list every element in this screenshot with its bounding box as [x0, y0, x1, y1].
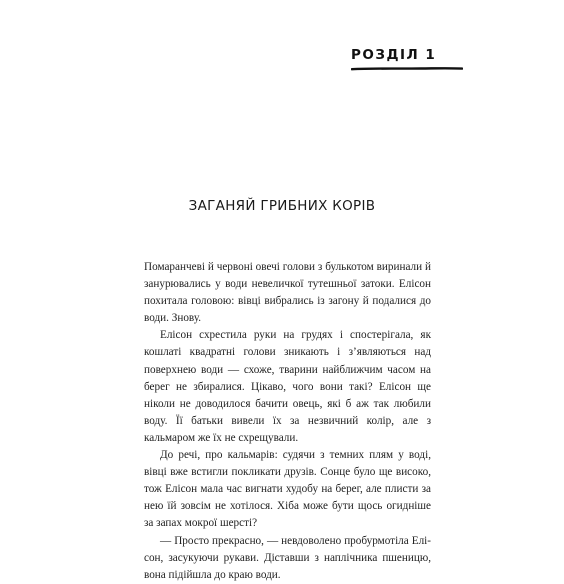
- chapter-number: РОЗДІЛ 1: [351, 47, 437, 63]
- chapter-label: [351, 47, 461, 77]
- chapter-underline-stroke: [351, 66, 463, 72]
- paragraph-4: — Просто прекрасно, — невдоволено пробурмотіла Елісон, засукуючи рукави. Діставши з наплічника пшеницю, вона підійшла до краю води.: [144, 534, 431, 581]
- body-text: [144, 259, 431, 584]
- paragraph-2: Елісон схрестила руки на грудях і спостерігала, як кошлаті квадратні голови зникають і з’являються над поверхнею води — схоже, тварини найближчим часом на берег не збиралися. Цікаво, чого вони такі? Елісон ще ніколи не доводилося бачити овець, які б аж так любили воду. Її батьки вивели їх за незвичний колір, але з кальмаром же їх не схрещували.: [144, 329, 431, 444]
- paragraph-3: До речі, про кальмарів: судячи з темних плям у воді, вівці вже встигли покликати друзів. Сонце було ще високо, тож Елісон мала час вигнати худобу на берег, але плисти за нею їй зовсім не хотілося. Хіба може бути щось огидніше за запах мокрої шерсті?: [144, 449, 431, 530]
- paragraph-1: Помаранчеві й червоні овечі голови з булькотом виринали й занурювались у води невеличкої тутешньої затоки. Елісон похитала головою: вівці вибрались із загону й подалися до води. Знову.: [144, 261, 431, 325]
- chapter-title: ЗАГАНЯЙ ГРИБНИХ КОРІВ: [188, 198, 376, 214]
